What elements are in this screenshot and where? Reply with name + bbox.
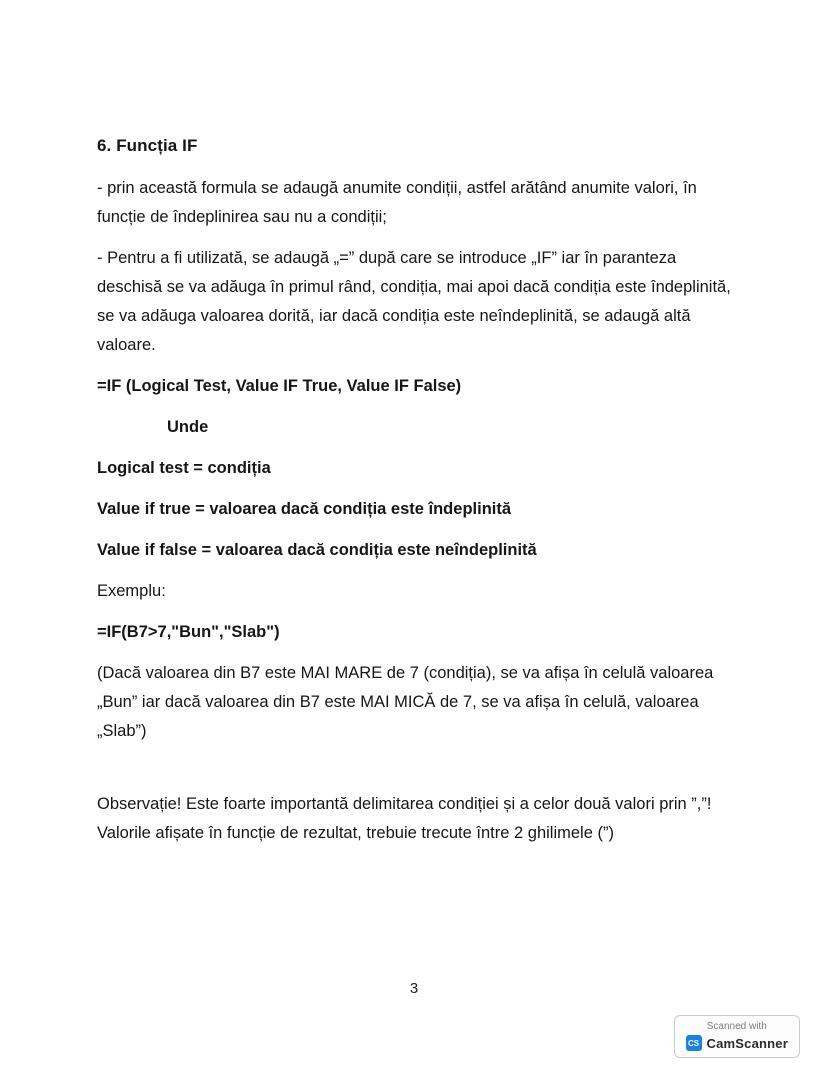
- example-formula: =IF(B7>7,"Bun","Slab"): [97, 623, 280, 641]
- formula-syntax: =IF (Logical Test, Value IF True, Value IF False): [97, 377, 462, 395]
- logical-test-definition: Logical test = condiția: [97, 459, 271, 477]
- camscanner-badge: [674, 1015, 800, 1058]
- paragraph-intro: - prin această formula se adaugă anumite condiții, astfel arătând anumite valori, în funcție de îndeplinirea sau nu a condiții;: [97, 179, 697, 226]
- example-label: Exemplu:: [97, 582, 166, 600]
- paragraph-usage: - Pentru a fi utilizată, se adaugă „=” după care se introduce „IF” iar în paranteza deschisă se va adăuga în primul rând, condiția, mai apoi dacă condiția este îndeplinită, se va adăuga valoarea dorită, iar dacă condiția este neîndeplinită, se adaugă altă valoare.: [97, 249, 731, 354]
- camscanner-logo-icon: CS: [686, 1035, 702, 1051]
- page-number: 3: [409, 980, 419, 997]
- camscanner-brand: CamScanner: [706, 1035, 788, 1051]
- observation-note: Observație! Este foarte importantă delimitarea condiției și a celor două valori prin ”,”! Valorile afișate în funcție de rezultat, trebuie trecute între 2 ghilimele (”): [97, 795, 712, 842]
- page-content: [97, 136, 731, 860]
- value-if-true-definition: Value if true = valoarea dacă condiția este îndeplinită: [97, 500, 512, 518]
- camscanner-brand-row: [686, 1035, 788, 1051]
- unde-label: Unde: [167, 418, 209, 436]
- section-heading: 6. Funcția IF: [97, 136, 198, 155]
- value-if-false-definition: Value if false = valoarea dacă condiția este neîndeplinită: [97, 541, 537, 559]
- scanned-with-label: Scanned with: [706, 1021, 767, 1032]
- example-explanation: (Dacă valoarea din B7 este MAI MARE de 7 (condiția), se va afișa în celulă valoarea „Bun” iar dacă valoarea din B7 este MAI MICĂ de 7, se va afișa în celulă, valoarea „Slab”): [97, 664, 714, 740]
